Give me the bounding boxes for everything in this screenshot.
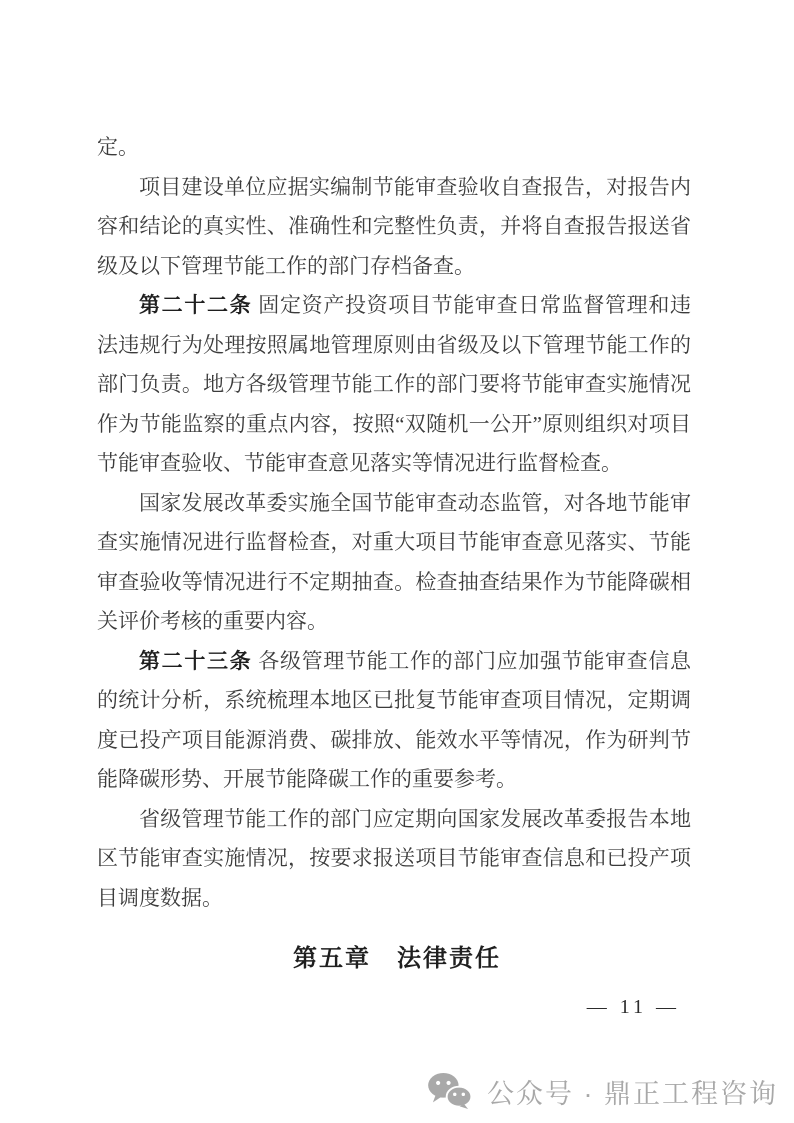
paragraph: 第二十三条 各级管理节能工作的部门应加强节能审查信息的统计分析，系统梳理本地区已批复节能审查项目情况，定期调度已投产项目能源消费、碳排放、能效水平等情况，作为研判节能降碳形势、开展节能降碳工作的重要参考。 <box>97 648 691 791</box>
paragraph: 定。 <box>97 135 139 159</box>
paragraph: 国家发展改革委实施全国节能审查动态监管，对各地节能审查实施情况进行监督检查，对重大项目节能审查意见落实、节能审查验收等情况进行不定期抽查。检查抽查结果作为节能降碳相关评价考核的重要内容。 <box>97 490 691 633</box>
paragraph: 第二十二条 固定资产投资项目节能审查日常监督管理和违法违规行为处理按照属地管理原则由省级及以下管理节能工作的部门负责。地方各级管理节能工作的部门要将节能审查实施情况作为节能监察的重点内容，按照“双随机一公开”原则组织对项目节能审查验收、节能审查意见落实等情况进行监督检查。 <box>97 293 691 475</box>
wechat-footer <box>425 1070 778 1112</box>
wechat-icon <box>425 1071 475 1111</box>
paragraph: 项目建设单位应据实编制节能审查验收自查报告，对报告内容和结论的真实性、准确性和完整性负责，并将自查报告报送省级及以下管理节能工作的部门存档备查。 <box>97 174 691 278</box>
wechat-account-label: 公众号 · 鼎正工程咨询 <box>487 1078 778 1109</box>
chapter-heading: 第五章 法律责任 <box>293 945 501 972</box>
article-number: 第二十二条 <box>139 294 253 317</box>
article-number: 第二十三条 <box>139 649 253 673</box>
paragraph: 省级管理节能工作的部门应定期向国家发展改革委报告本地区节能审查实施情况，按要求报送项目节能审查信息和已投产项目调度数据。 <box>97 806 691 910</box>
page-number: — 11 — <box>586 996 680 1018</box>
document-body <box>97 128 691 918</box>
